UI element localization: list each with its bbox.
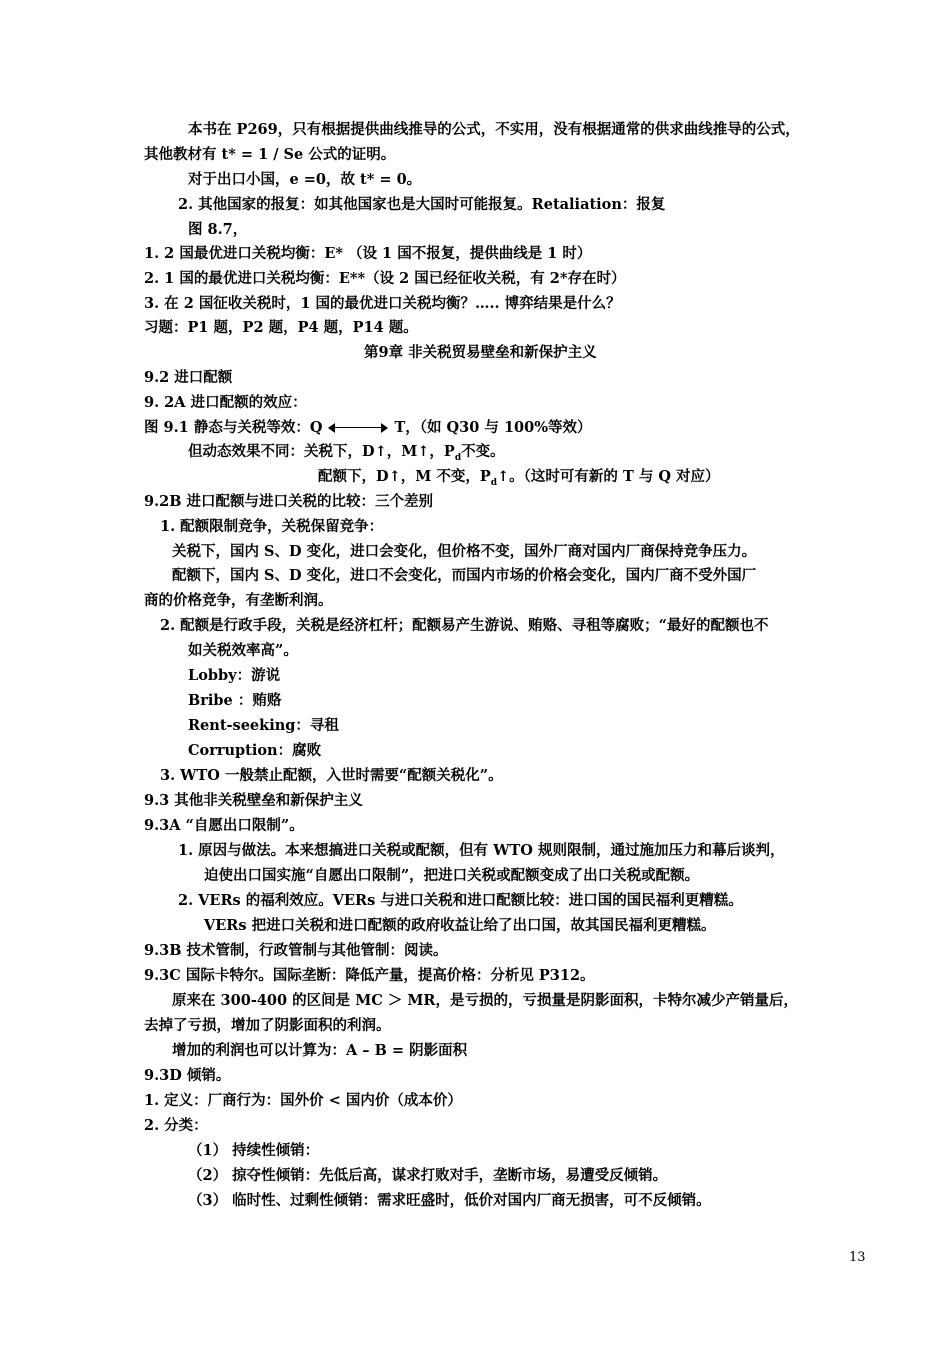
text-line: 习题：P1 题，P2 题，P4 题，P14 题。 [144, 319, 418, 336]
text-line: （3） 临时性、过剩性倾销：需求旺盛时，低价对国内厂商无损害，可不反倾销。 [188, 1192, 711, 1209]
text-line: 2. 配额是行政手段，关税是经济杠杆；配额易产生游说、贿赂、寻租等腐败；“最好的配额也不 [160, 617, 769, 634]
text-segment: 但动态效果不同：关税下，D↑，M↑，P [188, 443, 455, 460]
text-segment: 图 9.1 静态与关税等效：Q [144, 419, 323, 436]
text-line: 2. 1 国的最优进口关税均衡：E**（设 2 国已经征收关税，有 2*存在时） [144, 270, 626, 287]
text-line: （2） 掠夺性倾销：先低后高，谋求打败对手，垄断市场，易遭受反倾销。 [188, 1167, 668, 1184]
section-heading: 9.2B 进口配额与进口关税的比较：三个差别 [144, 493, 434, 510]
text-line: 1. 2 国最优进口关税均衡：E* （设 1 国不报复，提供曲线是 1 时） [144, 245, 592, 262]
text-line: 3. 在 2 国征收关税时，1 国的最优进口关税均衡？….. 博弈结果是什么？ [144, 295, 621, 312]
double-arrow-icon [328, 423, 388, 433]
text-line: Rent-seeking：寻租 [188, 717, 339, 734]
text-line [188, 442, 505, 468]
text-line: 1. 定义：厂商行为：国外价 < 国内价（成本价） [144, 1092, 462, 1109]
text-segment: 配额下，D↑，M 不变，P [318, 468, 491, 485]
section-heading: 9.3D 倾销。 [144, 1067, 231, 1084]
text-line: 原来在 300-400 的区间是 MC ＞ MR，是亏损的，亏损量是阴影面积，卡特尔减少产销量后， [172, 992, 798, 1009]
text-line: 如关税效率高”。 [188, 642, 298, 659]
text-line: 配额下，国内 S、D 变化，进口不会变化，而国内市场的价格会变化，国内厂商不受外国厂 [172, 567, 757, 584]
section-heading: 9.3 其他非关税壁垒和新保护主义 [144, 792, 363, 809]
text-line: 图 8.7， [188, 221, 248, 238]
text-line [318, 467, 720, 493]
text-line: 关税下，国内 S、D 变化，进口会变化，但价格不变，国外厂商对国内厂商保持竞争压力。 [172, 543, 757, 560]
text-line: Corruption：腐败 [188, 742, 322, 759]
text-line: 2. 其他国家的报复：如其他国家也是大国时可能报复。Retaliation：报复 [178, 196, 666, 213]
text-line: Bribe ：贿赂 [188, 692, 282, 709]
section-heading: 9.3C 国际卡特尔。国际垄断：降低产量，提高价格：分析见 P312。 [144, 967, 595, 984]
text-line: 增加的利润也可以计算为：A – B = 阴影面积 [172, 1042, 468, 1059]
text-line: 去掉了亏损，增加了阴影面积的利润。 [144, 1017, 391, 1034]
chapter-heading: 第9章 非关税贸易壁垒和新保护主义 [364, 344, 597, 361]
text-line: 3. WTO 一般禁止配额，入世时需要“配额关税化”。 [160, 767, 503, 784]
text-line: 迫使出口国实施“自愿出口限制”，把进口关税或配额变成了出口关税或配额。 [204, 867, 700, 884]
subscript: d [490, 477, 498, 488]
section-heading: 9.3B 技术管制，行政管制与其他管制：阅读。 [144, 942, 448, 959]
page-number: 13 [849, 1250, 866, 1265]
text-line: 1. 原因与做法。本来想搞进口关税或配额，但有 WTO 规则限制，通过施加压力和幕后谈判， [178, 842, 785, 859]
text-segment: ↑。（这时可有新的 T 与 Q 对应） [497, 468, 720, 485]
text-segment: 不变。 [461, 443, 505, 460]
section-heading: 9.3A “自愿出口限制”。 [144, 817, 304, 834]
text-line: 2. 分类： [144, 1117, 208, 1134]
text-line: 9. 2A 进口配额的效应： [144, 394, 307, 411]
text-line: Lobby：游说 [188, 667, 281, 684]
text-line: 本书在 P269，只有根据提供曲线推导的公式，不实用，没有根据通常的供求曲线推导的公式， [188, 121, 800, 138]
text-line: 对于出口小国，e =0，故 t* = 0。 [188, 171, 422, 188]
text-line [144, 418, 592, 438]
section-heading: 9.2 进口配额 [144, 369, 233, 386]
text-line: 其他教材有 t* = 1 / Se 公式的证明。 [144, 146, 396, 163]
text-line: VERs 把进口关税和进口配额的政府收益让给了出口国，故其国民福利更糟糕。 [204, 917, 716, 934]
subscript: d [454, 452, 462, 463]
text-line: （1） 持续性倾销： [188, 1142, 320, 1159]
text-line: 2. VERs 的福利效应。VERs 与进口关税和进口配额比较：进口国的国民福利更糟糕。 [178, 892, 743, 909]
text-segment: T，（如 Q30 与 100%等效） [394, 419, 592, 436]
text-line: 1. 配额限制竞争，关税保留竞争： [160, 518, 384, 535]
text-line: 商的价格竞争，有垄断利润。 [144, 592, 333, 609]
